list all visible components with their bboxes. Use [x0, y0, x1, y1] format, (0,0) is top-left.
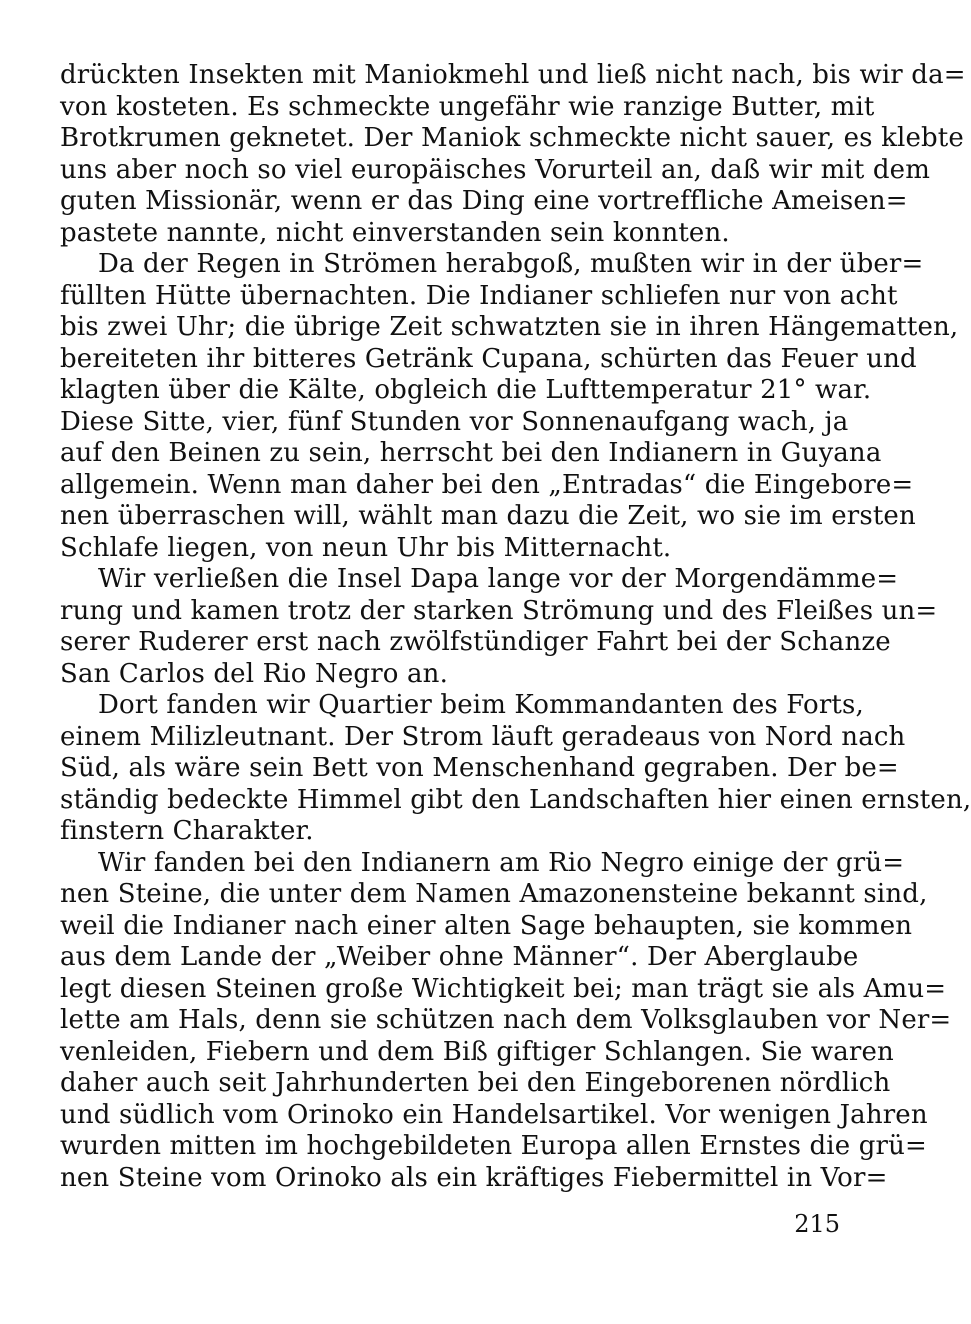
- text-line: und südlich vom Orinoko ein Handelsartikel. Vor wenigen Jahren: [60, 1099, 928, 1130]
- text-line: drückten Insekten mit Maniokmehl und ließ nicht nach, bis wir da=: [60, 60, 966, 90]
- text-line: nen überraschen will, wählt man dazu die Zeit, wo sie im ersten: [60, 501, 916, 531]
- text-line: Schlafe liegen, von neun Uhr bis Mitternacht.: [60, 532, 672, 563]
- book-page: [60, 60, 971, 1260]
- text-line: guten Missionär, wenn er das Ding eine vortreffliche Ameisen=: [60, 186, 908, 216]
- text-line: auf den Beinen zu sein, herrscht bei den Indianern in Guyana: [60, 438, 882, 468]
- text-line: einem Milizleutnant. Der Strom läuft geradeaus von Nord nach: [60, 721, 906, 752]
- text-line: nen Steine vom Orinoko als ein kräftiges Fiebermittel in Vor=: [60, 1162, 888, 1193]
- text-line: lette am Hals, denn sie schützen nach dem Volksglauben vor Ner=: [60, 1005, 952, 1035]
- text-line: serer Ruderer erst nach zwölfstündiger Fahrt bei der Schanze: [60, 627, 891, 657]
- text-line: nen Steine, die unter dem Namen Amazonensteine bekannt sind,: [60, 879, 928, 909]
- text-line: Dort fanden wir Quartier beim Kommandanten des Forts,: [98, 690, 864, 720]
- text-line: rung und kamen trotz der starken Strömung und des Fleißes un=: [60, 595, 938, 626]
- text-line: pastete nannte, nicht einverstanden sein konnten.: [60, 217, 730, 248]
- text-line: Wir verließen die Insel Dapa lange vor der Morgendämme=: [98, 564, 899, 594]
- text-line: klagten über die Kälte, obgleich die Lufttemperatur 21° war.: [60, 375, 872, 405]
- body-text: [60, 60, 971, 1194]
- text-line: Brotkrumen geknetet. Der Maniok schmeckte nicht sauer, es klebte: [60, 123, 964, 153]
- text-line: ständig bedeckte Himmel gibt den Landschaften hier einen ernsten,: [60, 784, 971, 815]
- text-line: aus dem Lande der „Weiber ohne Männer“. Der Aberglaube: [60, 942, 859, 972]
- text-line: füllten Hütte übernachten. Die Indianer schliefen nur von acht: [60, 280, 898, 311]
- text-line: Süd, als wäre sein Bett von Menschenhand gegraben. Der be=: [60, 753, 899, 783]
- text-line: Da der Regen in Strömen herabgoß, mußten wir in der über=: [98, 249, 924, 279]
- text-line: uns aber noch so viel europäisches Vorurteil an, daß wir mit dem: [60, 154, 930, 185]
- text-line: San Carlos del Rio Negro an.: [60, 658, 448, 689]
- text-line: venleiden, Fiebern und dem Biß giftiger Schlangen. Sie waren: [60, 1036, 894, 1067]
- text-line: bereiteten ihr bitteres Getränk Cupana, schürten das Feuer und: [60, 343, 917, 374]
- text-line: legt diesen Steinen große Wichtigkeit bei; man trägt sie als Amu=: [60, 973, 947, 1004]
- text-line: von kosteten. Es schmeckte ungefähr wie ranzige Butter, mit: [60, 91, 875, 122]
- text-line: Diese Sitte, vier, fünf Stunden vor Sonnenaufgang wach, ja: [60, 406, 849, 437]
- page-number: 215: [794, 1210, 840, 1238]
- text-line: bis zwei Uhr; die übrige Zeit schwatzten sie in ihren Hängematten,: [60, 312, 959, 342]
- text-line: daher auch seit Jahrhunderten bei den Eingeborenen nördlich: [60, 1068, 891, 1098]
- text-line: Wir fanden bei den Indianern am Rio Negro einige der grü=: [98, 847, 905, 878]
- text-line: allgemein. Wenn man daher bei den „Entradas“ die Eingebore=: [60, 469, 914, 500]
- text-line: weil die Indianer nach einer alten Sage behaupten, sie kommen: [60, 910, 913, 941]
- text-line: wurden mitten im hochgebildeten Europa allen Ernstes die grü=: [60, 1131, 927, 1161]
- text-line: finstern Charakter.: [60, 816, 314, 846]
